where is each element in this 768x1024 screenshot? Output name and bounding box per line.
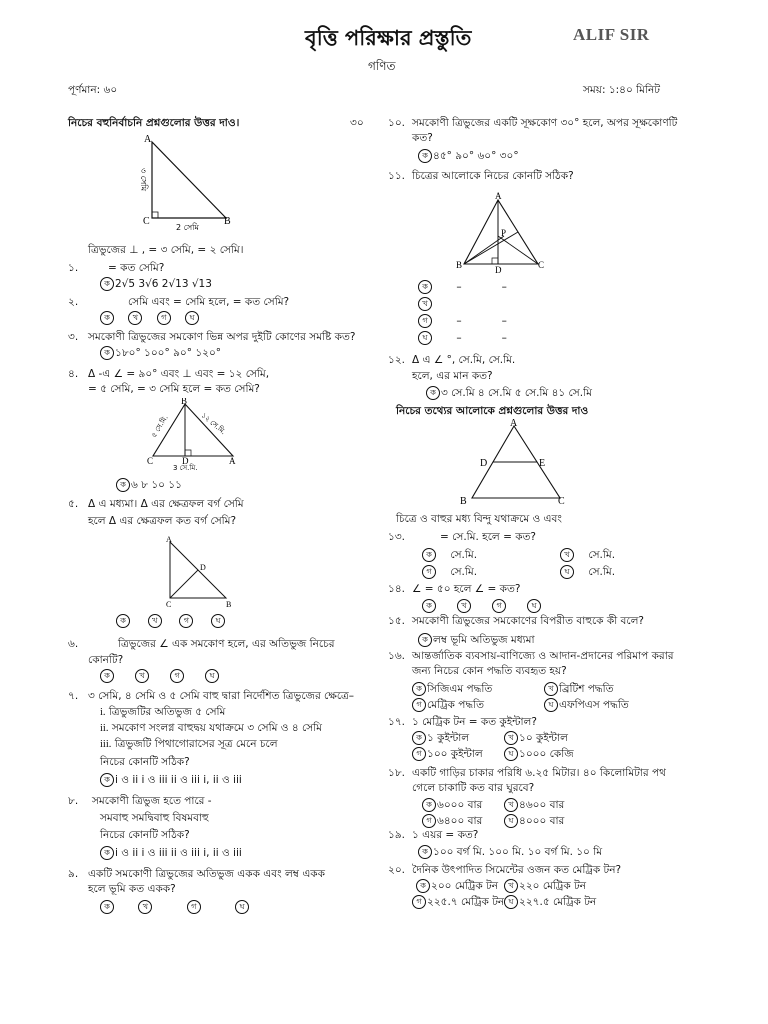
- fig1-side-cb: 2 সেমি: [176, 223, 199, 232]
- q6-number: ৬.: [68, 638, 79, 650]
- q16-text-2: জন্য নিচের কোন পদ্ধতি ব্যবহৃত হয়?: [412, 665, 567, 677]
- q13-option-ka[interactable]: ক সে.মি.: [422, 548, 477, 562]
- exam-time: সময়: ১:৪০ মিনিট: [583, 84, 660, 96]
- q6-options[interactable]: ক খ গ ঘ: [100, 669, 220, 683]
- fig2-label-b: B: [181, 398, 188, 406]
- q2-options[interactable]: ক খ গ ঘ: [100, 311, 200, 325]
- fig1-label-a: A: [144, 134, 152, 145]
- q5-text: Δ এ মধ্যমা। Δ এর ক্ষেত্রফল বর্গ সেমি: [88, 498, 244, 510]
- q19-options[interactable]: ক ১০০ বর্গ মি. ১০০ মি. ১০ বর্গ মি. ১০ মি: [418, 845, 602, 859]
- q12-options[interactable]: ক ৩ সে.মি ৪ সে.মি ৫ সে.মি ৪১ সে.মি: [426, 386, 592, 400]
- figure-right-triangle-1: [138, 132, 238, 232]
- q20-text: দৈনিক উৎপাদিত সিমেন্টের ওজন কত মেট্রিক টন?: [412, 864, 622, 876]
- q10-text-2: কত?: [412, 132, 433, 144]
- q4-text-2: = ৫ সেমি, = ৩ সেমি হলে = কত সেমি?: [88, 383, 260, 395]
- q17-option-kha[interactable]: খ ১০ কুইন্টাল: [504, 731, 568, 745]
- q14-text: ∠ = ৫০ হলে ∠ = কত?: [412, 583, 521, 595]
- q8-text: সমকোণী ত্রিভুজ হতে পারে -: [92, 795, 212, 807]
- q15-number: ১৫.: [388, 615, 405, 627]
- q11-text: চিত্রের আলোকে নিচের কোনটি সঠিক?: [412, 170, 574, 182]
- q7-options[interactable]: ক i ও ii i ও iii ii ও iii i, ii ও iii: [100, 773, 242, 787]
- q1-number: ১.: [68, 262, 79, 274]
- q9-number: ৯.: [68, 868, 79, 880]
- brand-label: ALIF SIR: [573, 25, 650, 44]
- fig1-label-b: B: [224, 216, 231, 227]
- figure-triangle-3: [160, 536, 240, 608]
- q7-item-i: i. ত্রিভুজটির অতিভুজ ৫ সেমি: [100, 706, 226, 718]
- q1-options-text: 2√5 3√6 2√13 √13: [115, 278, 212, 290]
- q12-number: ১২.: [388, 354, 405, 366]
- fig2-label-a: A: [229, 456, 236, 466]
- fig4-label-c: C: [538, 260, 545, 270]
- fig4-label-a: A: [495, 192, 502, 201]
- fig5-label-e: E: [539, 458, 546, 469]
- q18-option-kha[interactable]: খ ৪৬০০ বার: [504, 798, 564, 812]
- q13-option-gha[interactable]: ঘ সে.মি.: [560, 565, 615, 579]
- fig5-label-d: D: [480, 458, 488, 469]
- q8-options[interactable]: ক i ও ii i ও iii ii ও iii i, ii ও iii: [100, 846, 242, 860]
- q13-number: ১৩.: [388, 531, 405, 543]
- q6-text-2: কোনটি?: [88, 654, 124, 666]
- q20-option-kha[interactable]: খ ২২০ মেট্রিক টন: [504, 879, 586, 893]
- fig2-side-ba: ১২ সে.মি.: [199, 411, 228, 437]
- q15-options[interactable]: ক লম্ব ভূমি অতিভুজ মধ্যমা: [418, 633, 535, 647]
- q17-number: ১৭.: [388, 716, 405, 728]
- q10-options[interactable]: ক ৪৫° ৯০° ৬০° ৩০°: [418, 149, 519, 163]
- q2-text: সেমি এবং = সেমি হলে, = কত সেমি?: [128, 296, 290, 308]
- fig5-label-b: B: [460, 496, 467, 507]
- q9-options[interactable]: ক খ গ ঘ: [100, 900, 250, 914]
- fig4-label-p: P: [501, 228, 507, 238]
- figure-triangle-2: [145, 398, 245, 473]
- section-marks: ৩০: [350, 117, 364, 129]
- q13-option-ga[interactable]: গ সে.মি.: [422, 565, 477, 579]
- q4-text: Δ -এ ∠ = ৯০° এবং ⊥ এবং = ১২ সেমি,: [88, 368, 270, 380]
- fig5-label-a: A: [510, 418, 518, 429]
- figure-triangle-5: [454, 418, 574, 508]
- fig4-label-b: B: [456, 260, 463, 270]
- fig1-label-c: C: [143, 216, 150, 227]
- q1-text: = কত সেমি?: [108, 262, 165, 274]
- q11-option-kha[interactable]: খ: [418, 297, 433, 311]
- q18-option-ga[interactable]: গ ৬৪০০ বার: [422, 814, 482, 828]
- fig2-side-cb: ৫ সে.মি.: [149, 413, 170, 440]
- q7-question: নিচের কোনটি সঠিক?: [100, 756, 190, 768]
- q4-options[interactable]: ক ৬ ৮ ১০ ১১: [116, 478, 182, 492]
- q12-text: Δ এ ∠ °, সে.মি, সে.মি.: [412, 354, 516, 366]
- q18-number: ১৮.: [388, 767, 405, 779]
- marker-ka: ক: [100, 277, 114, 291]
- q10-text: সমকোণী ত্রিভুজের একটি সূক্ষকোণ ৩০° হলে, অপর সূক্ষকোণটি: [412, 117, 678, 129]
- q11-number: ১১.: [388, 170, 405, 182]
- fig2-label-d: D: [182, 456, 189, 466]
- fig2-label-c: C: [147, 456, 154, 466]
- q17-text: ১ মেট্রিক টন = কত কুইন্টাল?: [412, 716, 537, 728]
- q3-text: সমকোণী ত্রিভুজের সমকোণ ভিন্ন অপর দুইটি কোণের সমষ্টি কত?: [88, 331, 356, 343]
- q7-item-ii: ii. সমকোণ সংলগ্ন বাহুদ্বয় যথাক্রমে ৩ সেমি ও ৪ সেমি: [100, 722, 322, 734]
- q7-text: ৩ সেমি, ৪ সেমি ও ৫ সেমি বাহু দ্বারা নির্দেশিত ত্রিভুজের ক্ষেত্রে–: [88, 690, 355, 702]
- q18-text: একটি গাড়ির চাকার পরিধি ৬.২৫ মিটার। ৪০ কিলোমিটার পথ: [412, 767, 666, 779]
- page-title: বৃত্তি পরিক্ষার প্রস্তুতি: [305, 26, 472, 50]
- section-2-title: নিচের তথ্যের আলোকে প্রশ্নগুলোর উত্তর দাও: [396, 405, 589, 417]
- q16-option-gha[interactable]: ঘ এফপিএস পদ্ধতি: [544, 698, 629, 712]
- q12-text-2: হলে, এর মান কত?: [412, 370, 493, 382]
- q5-number: ৫.: [68, 498, 79, 510]
- fig5-label-c: C: [558, 496, 565, 507]
- q9-text: একটি সমকোণী ত্রিভুজের অতিভুজ একক এবং লম্ব একক: [88, 868, 325, 880]
- q10-number: ১০.: [388, 117, 405, 129]
- q4-number: ৪.: [68, 368, 79, 380]
- q19-text: ১ এয়র = কত?: [412, 829, 479, 841]
- fig3-label-a: A: [166, 536, 172, 544]
- q1-preamble: ত্রিভুজের ⊥ , = ৩ সেমি, = ২ সেমি।: [88, 244, 244, 256]
- q2-number: ২.: [68, 296, 79, 308]
- fig3-label-d: D: [200, 563, 206, 572]
- q1-options[interactable]: [100, 277, 212, 291]
- subject-label: গণিত: [368, 59, 396, 73]
- q16-text: আন্তর্জাতিক ব্যবসায়-বাণিজ্যে ও আদান-প্রদানের পরিমাপ করার: [412, 650, 674, 662]
- q6-text: ত্রিভুজের ∠ এক সমকোণ হলে, এর অতিভুজ নিচের: [118, 638, 335, 650]
- fig1-side-ac: ৩ সেমি: [139, 168, 148, 192]
- q5-options[interactable]: ক খ গ ঘ: [116, 614, 226, 628]
- q13-option-kha[interactable]: খ সে.মি.: [560, 548, 615, 562]
- q17-option-ka[interactable]: ক ১ কুইন্টাল: [412, 731, 469, 745]
- q11-option-ka[interactable]: ক – –: [418, 280, 507, 294]
- q20-option-gha[interactable]: ঘ ২২৭.৫ মেট্রিক টন: [504, 895, 596, 909]
- figure-triangle-4: [452, 192, 552, 274]
- q3-options[interactable]: ক ১৮০° ১০০° ৯০° ১২০°: [100, 346, 221, 360]
- q16-option-ka[interactable]: ক সিজিএম পদ্ধতি: [412, 682, 492, 696]
- q17-option-gha[interactable]: ঘ ১০০০ কেজি: [504, 747, 574, 761]
- q14-options[interactable]: ক খ গ ঘ: [422, 599, 542, 613]
- q7-item-iii: iii. ত্রিভুজটি পিথাগোরাসের সূত্র মেনে চলে: [100, 738, 278, 750]
- q8-items: সমবাহু সমদ্বিবাহু বিষমবাহু: [100, 812, 209, 824]
- q16-number: ১৬.: [388, 650, 405, 662]
- q3-number: ৩.: [68, 331, 79, 343]
- q14-number: ১৪.: [388, 583, 405, 595]
- q11-option-ga[interactable]: গ – –: [418, 314, 507, 328]
- q19-number: ১৯.: [388, 829, 405, 841]
- fig3-label-c: C: [166, 600, 172, 608]
- fig3-label-b: B: [226, 600, 232, 608]
- q20-number: ২০.: [388, 864, 405, 876]
- fig2-side-cd: 3 সে.মি.: [173, 464, 198, 472]
- q16-option-kha[interactable]: খ ব্রিটিশ পদ্ধতি: [544, 682, 613, 696]
- q16-option-ga[interactable]: গ মেট্রিক পদ্ধতি: [412, 698, 484, 712]
- section-title: নিচের বহুনির্বাচনি প্রশ্নগুলোর উত্তর দাও।: [68, 117, 240, 129]
- q9-text-2: হলে ভূমি কত একক?: [88, 883, 176, 895]
- q18-text-2: গেলে চাকাটি কত বার ঘুরবে?: [412, 782, 535, 794]
- q17-option-ga[interactable]: গ ১০০ কুইন্টাল: [412, 747, 483, 761]
- q18-option-ka[interactable]: ক ৬০০০ বার: [422, 798, 482, 812]
- full-marks: পূর্ণমান: ৬০: [68, 84, 118, 96]
- fig4-label-d: D: [495, 265, 502, 274]
- q8-number: ৮.: [68, 795, 79, 807]
- q13-text: = সে.মি. হলে = কত?: [440, 531, 537, 543]
- q15-text: সমকোণী ত্রিভুজের সমকোণের বিপরীত বাহুকে কী বলে?: [412, 615, 645, 627]
- q11-option-gha[interactable]: ঘ – –: [418, 331, 507, 345]
- q8-question: নিচের কোনটি সঠিক?: [100, 829, 190, 841]
- info-text: চিত্রে ও বাহুর মধ্য বিন্দু যথাক্রমে ও এবং: [396, 513, 562, 525]
- q20-option-ga[interactable]: গ ২২৫.৭ মেট্রিক টন: [412, 895, 504, 909]
- q7-number: ৭.: [68, 690, 79, 702]
- q18-option-gha[interactable]: ঘ ৪০০০ বার: [504, 814, 564, 828]
- q20-option-ka[interactable]: ক ২০০ মেট্রিক টন: [416, 879, 498, 893]
- q5-text-2: হলে Δ এর ক্ষেত্রফল কত বর্গ সেমি?: [88, 515, 237, 527]
